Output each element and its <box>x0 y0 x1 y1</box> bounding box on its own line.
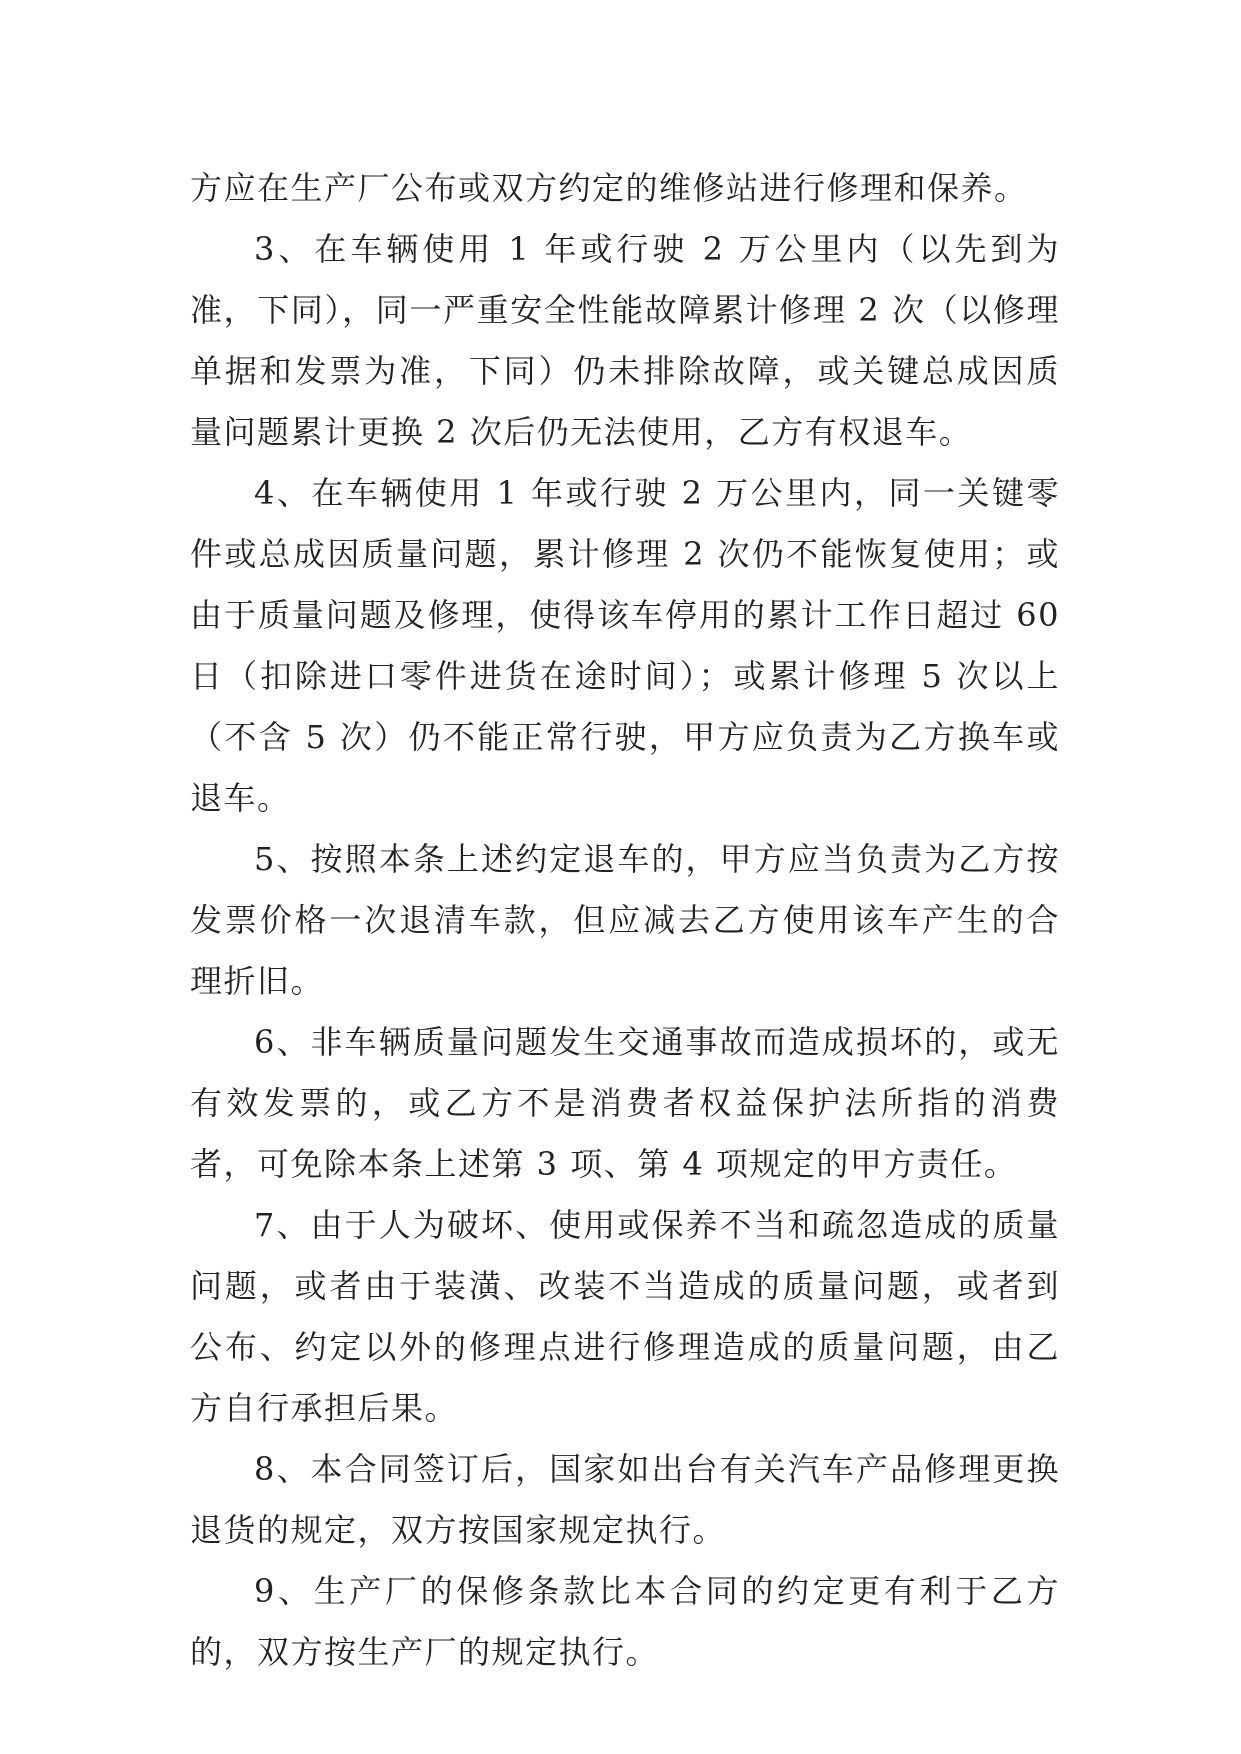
paragraph-item-3: 3、在车辆使用 1 年或行驶 2 万公里内（以先到为准，下同），同一严重安全性能故障累计修理 2 次（以修理单据和发票为准，下同）仍未排除故障，或关键总成因质量问题累计更换 2 次后仍无法使用，乙方有权退车。 <box>190 230 1060 451</box>
paragraph-item-5: 5、按照本条上述约定退车的，甲方应当负责为乙方按发票价格一次退清车款，但应减去乙方使用该车产生的合理折旧。 <box>190 840 1060 1000</box>
paragraph-item-4: 4、在车辆使用 1 年或行驶 2 万公里内，同一关键零件或总成因质量问题，累计修理 2 次仍不能恢复使用；或由于质量问题及修理，使得该车停用的累计工作日超过 60 日（扣除进口零件进货在途时间）；或累计修理 5 次以上（不含 5 次）仍不能正常行驶，甲方应负责为乙方换车或退车。 <box>190 474 1060 817</box>
paragraph-item-7: 7、由于人为破坏、使用或保养不当和疏忽造成的质量问题，或者由于装潢、改装不当造成的质量问题，或者到公布、约定以外的修理点进行修理造成的质量问题，由乙方自行承担后果。 <box>190 1206 1060 1427</box>
paragraph-item-9: 9、生产厂的保修条款比本合同的约定更有利于乙方的，双方按生产厂的规定执行。 <box>190 1572 1060 1671</box>
paragraph-item-6: 6、非车辆质量问题发生交通事故而造成损坏的，或无有效发票的，或乙方不是消费者权益保护法所指的消费者，可免除本条上述第 3 项、第 4 项规定的甲方责任。 <box>190 1023 1060 1183</box>
paragraph-item-8: 8、本合同签订后，国家如出台有关汽车产品修理更换退货的规定，双方按国家规定执行。 <box>190 1450 1060 1549</box>
document-body <box>190 158 1060 1683</box>
paragraph-continuation: 方应在生产厂公布或双方约定的维修站进行修理和保养。 <box>190 169 1028 207</box>
